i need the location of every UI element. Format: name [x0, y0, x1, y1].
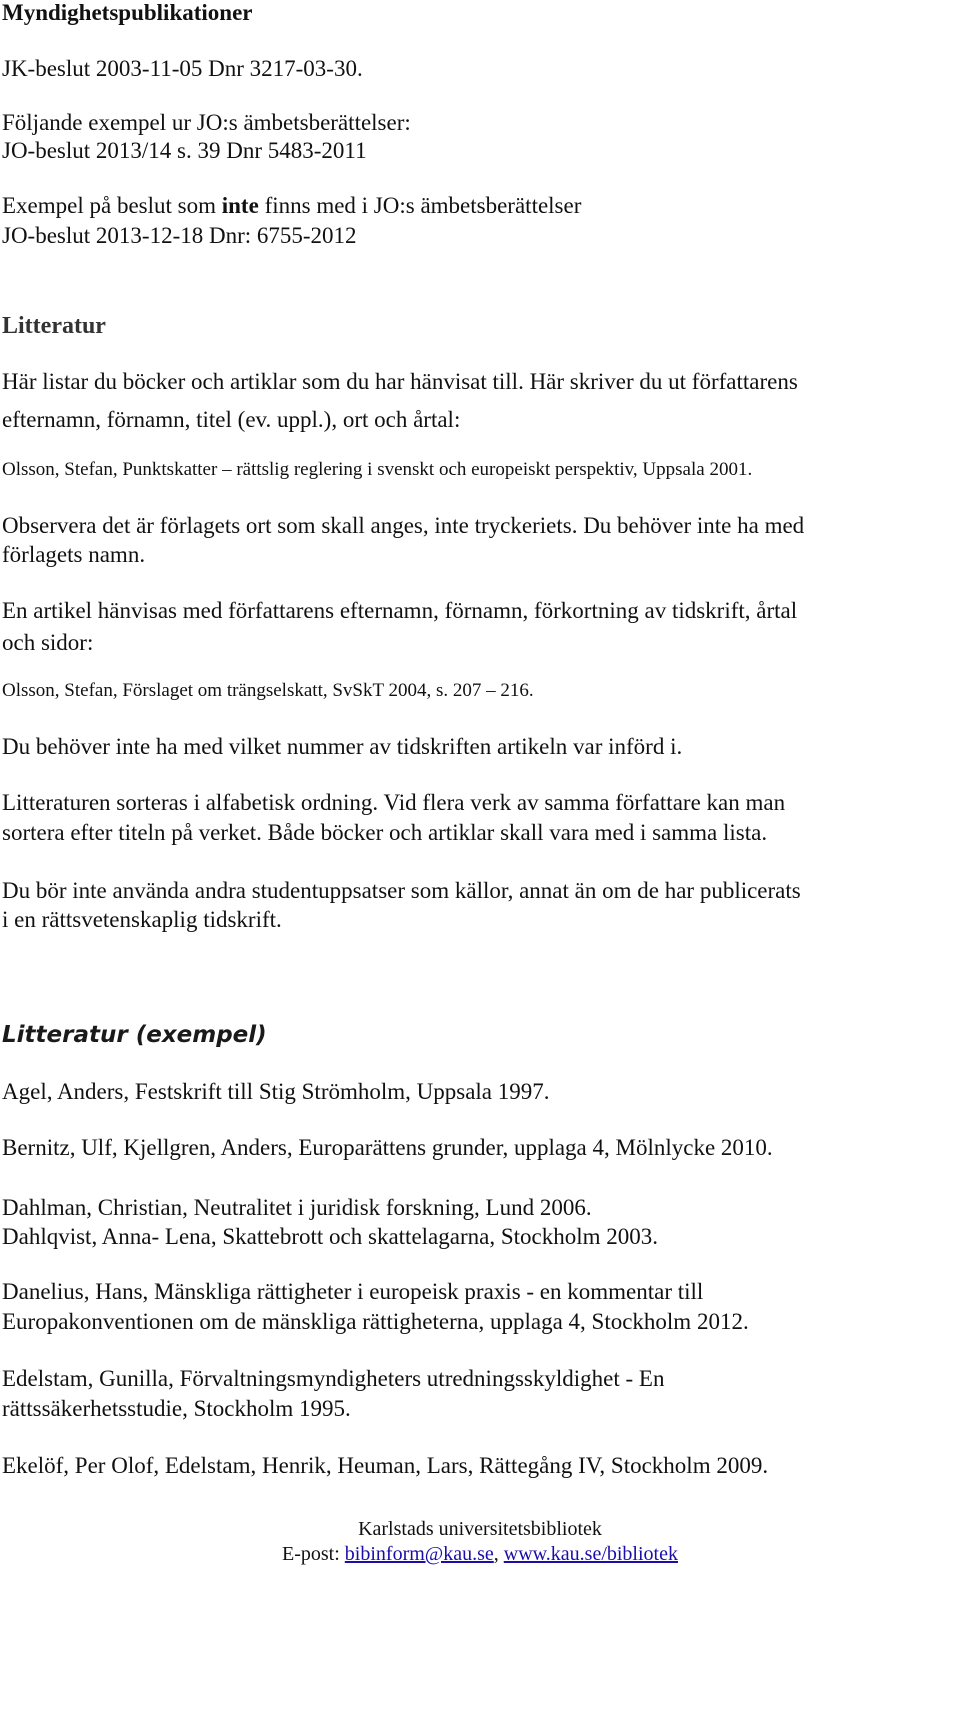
reference-item: Dahlman, Christian, Neutralitet i juridisk forskning, Lund 2006.: [2, 1195, 592, 1220]
example-heading: Litteratur (exempel): [2, 1022, 267, 1048]
jo-decision-1: JO-beslut 2013/14 s. 39 Dnr 5483-2011: [2, 138, 367, 163]
footer-contact: [0, 1541, 960, 1567]
footer-org: Karlstads universitetsbibliotek: [358, 1518, 602, 1540]
sort-note-1: Litteraturen sorteras i alfabetisk ordning. Vid flera verk av samma författare kan man: [2, 790, 786, 815]
reference-item: Bernitz, Ulf, Kjellgren, Anders, Europarättens grunder, upplaga 4, Mölnlycke 2010.: [2, 1135, 773, 1160]
not-included-after: finns med i JO:s ämbetsberättelser: [258, 193, 582, 218]
reference-item-continued: Europakonventionen om de mänskliga rättigheterna, upplaga 4, Stockholm 2012.: [2, 1309, 749, 1334]
footer-website-link[interactable]: www.kau.se/bibliotek: [503, 1543, 678, 1565]
reference-item-continued: rättssäkerhetsstudie, Stockholm 1995.: [2, 1396, 351, 1421]
student-note-2: i en rättsvetenskaplig tidskrift.: [2, 907, 282, 932]
reference-item: Ekelöf, Per Olof, Edelstam, Henrik, Heuman, Lars, Rättegång IV, Stockholm 2009.: [2, 1453, 769, 1478]
not-included-line: [2, 191, 581, 221]
literature-heading: Litteratur: [2, 313, 106, 339]
footer-email-link[interactable]: bibinform@kau.se: [344, 1543, 494, 1565]
jo-intro: Följande exempel ur JO:s ämbetsberättelser:: [2, 110, 411, 135]
reference-item: Danelius, Hans, Mänskliga rättigheter i europeisk praxis - en kommentar till: [2, 1279, 704, 1304]
intro-line-1: Här listar du böcker och artiklar som du har hänvisat till. Här skriver du ut författarens: [2, 369, 798, 394]
article-example: Olsson, Stefan, Förslaget om trängselskatt, SvSkT 2004, s. 207 – 216.: [2, 680, 534, 701]
jo-decision-2: JO-beslut 2013-12-18 Dnr: 6755-2012: [2, 223, 357, 248]
intro-line-2: efternamn, förnamn, titel (ev. uppl.), ort och årtal:: [2, 407, 461, 432]
sort-note-2: sortera efter titeln på verket. Både böcker och artiklar skall vara med i samma lista.: [2, 820, 768, 845]
publisher-note-2: förlagets namn.: [2, 542, 146, 567]
reference-item: Dahlqvist, Anna- Lena, Skattebrott och skattelagarna, Stockholm 2003.: [2, 1224, 658, 1249]
not-included-before: Exempel på beslut som: [2, 193, 222, 218]
article-intro-1: En artikel hänvisas med författarens efternamn, förnamn, förkortning av tidskrift, årtal: [2, 598, 798, 623]
not-included-bold: inte: [221, 193, 259, 218]
section-heading-publications: Myndighetspublikationer: [2, 0, 253, 25]
jk-decision: JK-beslut 2003-11-05 Dnr 3217-03-30.: [2, 56, 363, 81]
student-note-1: Du bör inte använda andra studentuppsatser som källor, annat än om de har publicerats: [2, 878, 801, 903]
footer-separator: ,: [493, 1543, 504, 1565]
footer-email-label: E-post:: [282, 1543, 345, 1565]
reference-item: Agel, Anders, Festskrift till Stig Strömholm, Uppsala 1997.: [2, 1079, 550, 1104]
reference-item: Edelstam, Gunilla, Förvaltningsmyndigheters utredningsskyldighet - En: [2, 1366, 665, 1391]
issue-note: Du behöver inte ha med vilket nummer av tidskriften artikeln var införd i.: [2, 734, 683, 759]
article-intro-2: och sidor:: [2, 630, 94, 655]
book-example: Olsson, Stefan, Punktskatter – rättslig reglering i svenskt och europeiskt perspektiv, Uppsala 2001.: [2, 459, 753, 480]
publisher-note-1: Observera det är förlagets ort som skall anges, inte tryckeriets. Du behöver inte ha med: [2, 513, 805, 538]
